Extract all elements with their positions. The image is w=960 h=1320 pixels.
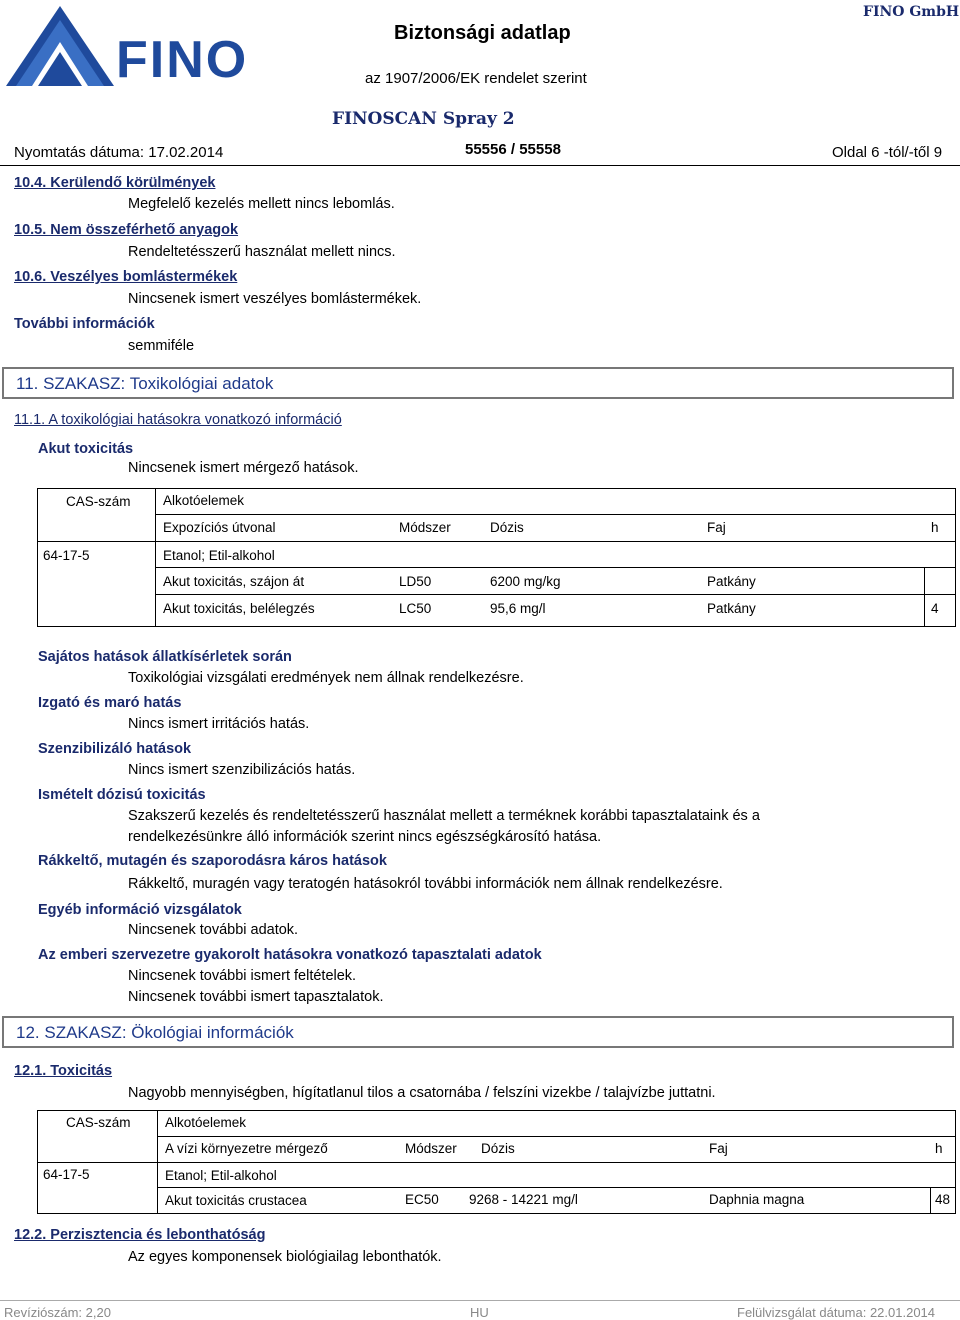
col-cas: CAS-szám xyxy=(66,1115,131,1130)
col-method: Módszer xyxy=(399,520,451,535)
cas-number: 64-17-5 xyxy=(43,548,90,563)
heading-human-experience: Az emberi szervezetre gyakorolt hatásokra vonatkozó tapasztalati adatok xyxy=(38,947,542,963)
text-10-5: Rendeltetésszerű használat mellett nincs. xyxy=(128,244,396,260)
row-dose: 9268 - 14221 mg/l xyxy=(469,1192,578,1207)
text-sensitization: Nincs ismert szenzibilizációs hatás. xyxy=(128,762,356,778)
row-species: Daphnia magna xyxy=(709,1192,805,1207)
heading-irritant: Izgató és maró hatás xyxy=(38,695,182,711)
acute-toxicity-label: Akut toxicitás xyxy=(38,441,134,457)
row-method: LD50 xyxy=(399,574,432,589)
row-dose: 95,6 mg/l xyxy=(490,601,546,616)
heading-12-1: 12.1. Toxicitás xyxy=(14,1063,113,1079)
company-name: FINO GmbH xyxy=(863,4,960,20)
row-method: LC50 xyxy=(399,601,432,616)
text-animal-tests: Toxikológiai vizsgálati eredmények nem állnak rendelkezésre. xyxy=(128,670,524,686)
col-route: A vízi környezetre mérgező xyxy=(165,1141,328,1156)
table-row: Akut toxicitás, belélegzés xyxy=(163,601,315,616)
section-12-title: 12. SZAKASZ: Ökológiai információk xyxy=(16,1023,294,1042)
heading-10-5: 10.5. Nem összeférhető anyagok xyxy=(14,222,239,238)
document-title: Biztonsági adatlap xyxy=(394,22,571,44)
language-code: HU xyxy=(470,1305,489,1320)
row-species: Patkány xyxy=(707,601,756,616)
text-12-1: Nagyobb mennyiségben, hígítatlanul tilos a csatornába / felszíni vizekbe / talajvízbe juttatni. xyxy=(128,1085,716,1101)
heading-more-info: További információk xyxy=(14,316,155,332)
product-codes: 55556 / 55558 xyxy=(465,141,561,158)
col-h: h xyxy=(935,1141,943,1156)
product-name: FINOSCAN Spray 2 xyxy=(332,109,515,129)
heading-repeated-dose: Ismételt dózisú toxicitás xyxy=(38,787,206,803)
text-10-4: Megfelelő kezelés mellett nincs lebomlás. xyxy=(128,196,395,212)
toxicology-table xyxy=(37,488,956,627)
text-12-2: Az egyes komponensek biológiailag lebonthatók. xyxy=(128,1249,442,1265)
col-route: Expozíciós útvonal xyxy=(163,520,276,535)
logo-text: FINO xyxy=(116,31,249,89)
acute-toxicity-text: Nincsenek ismert mérgező hatások. xyxy=(128,460,359,476)
heading-animal-tests: Sajátos hatások állatkísérletek során xyxy=(38,649,292,665)
text-repeated-dose-2: rendelkezésünkre álló információk szerint nincs egészségkárosító hatása. xyxy=(128,829,602,845)
component-name: Etanol; Etil-alkohol xyxy=(163,548,275,563)
col-species: Faj xyxy=(707,520,726,535)
row-h: 4 xyxy=(931,601,939,616)
heading-10-4: 10.4. Kerülendő körülmények xyxy=(14,175,216,191)
row-dose: 6200 mg/kg xyxy=(490,574,561,589)
company-logo xyxy=(6,2,249,89)
text-other-tests: Nincsenek további adatok. xyxy=(128,922,299,938)
text-irritant: Nincs ismert irritációs hatás. xyxy=(128,716,310,732)
ecotoxicity-table xyxy=(37,1110,956,1214)
heading-cmr: Rákkeltő, mutagén és szaporodásra káros hatások xyxy=(38,853,387,869)
section-11-title: 11. SZAKASZ: Toxikológiai adatok xyxy=(16,374,274,393)
col-method: Módszer xyxy=(405,1141,457,1156)
text-cmr: Rákkeltő, muragén vagy teratogén hatásokról további információk nem állnak rendelkezésre. xyxy=(128,876,723,892)
heading-sensitization: Szenzibilizáló hatások xyxy=(38,741,192,757)
table-row: Akut toxicitás, szájon át xyxy=(163,574,305,589)
text-repeated-dose-1: Szakszerű kezelés és rendeltetésszerű használat mellett a terméknek korábbi tapasztalataink és a xyxy=(128,808,760,824)
section-11-bar xyxy=(2,367,954,399)
col-component: Alkotóelemek xyxy=(163,493,245,508)
review-date: Felülvizsgálat dátuma: 22.01.2014 xyxy=(737,1305,936,1320)
component-name: Etanol; Etil-alkohol xyxy=(165,1168,277,1183)
text-more-info: semmiféle xyxy=(128,338,195,354)
print-date: Nyomtatás dátuma: 17.02.2014 xyxy=(14,144,224,161)
section-12-bar xyxy=(2,1016,954,1048)
col-cas: CAS-szám xyxy=(66,494,131,509)
heading-11-1: 11.1. A toxikológiai hatásokra vonatkozó információ xyxy=(14,412,342,428)
page-number: Oldal 6 -tól/-től 9 xyxy=(832,144,943,161)
text-human-experience-1: Nincsenek további ismert feltételek. xyxy=(128,968,357,984)
footer-divider xyxy=(0,1300,960,1301)
row-method: EC50 xyxy=(405,1192,439,1207)
table-row: Akut toxicitás crustacea xyxy=(165,1193,307,1208)
cas-number: 64-17-5 xyxy=(43,1167,90,1182)
col-h: h xyxy=(931,520,939,535)
header-divider xyxy=(0,165,960,166)
col-component: Alkotóelemek xyxy=(165,1115,247,1130)
col-dose: Dózis xyxy=(490,520,524,535)
heading-12-2: 12.2. Perzisztencia és lebonthatóság xyxy=(14,1227,266,1243)
revision-number: Revíziószám: 2,20 xyxy=(4,1305,111,1320)
heading-10-6: 10.6. Veszélyes bomlástermékek xyxy=(14,269,238,285)
row-species: Patkány xyxy=(707,574,756,589)
col-dose: Dózis xyxy=(481,1141,515,1156)
heading-other-tests: Egyéb információ vizsgálatok xyxy=(38,902,242,918)
regulation-text: az 1907/2006/EK rendelet szerint xyxy=(365,70,587,87)
text-human-experience-2: Nincsenek további ismert tapasztalatok. xyxy=(128,989,384,1005)
text-10-6: Nincsenek ismert veszélyes bomlástermékek. xyxy=(128,291,422,307)
row-h: 48 xyxy=(935,1192,951,1207)
col-species: Faj xyxy=(709,1141,728,1156)
